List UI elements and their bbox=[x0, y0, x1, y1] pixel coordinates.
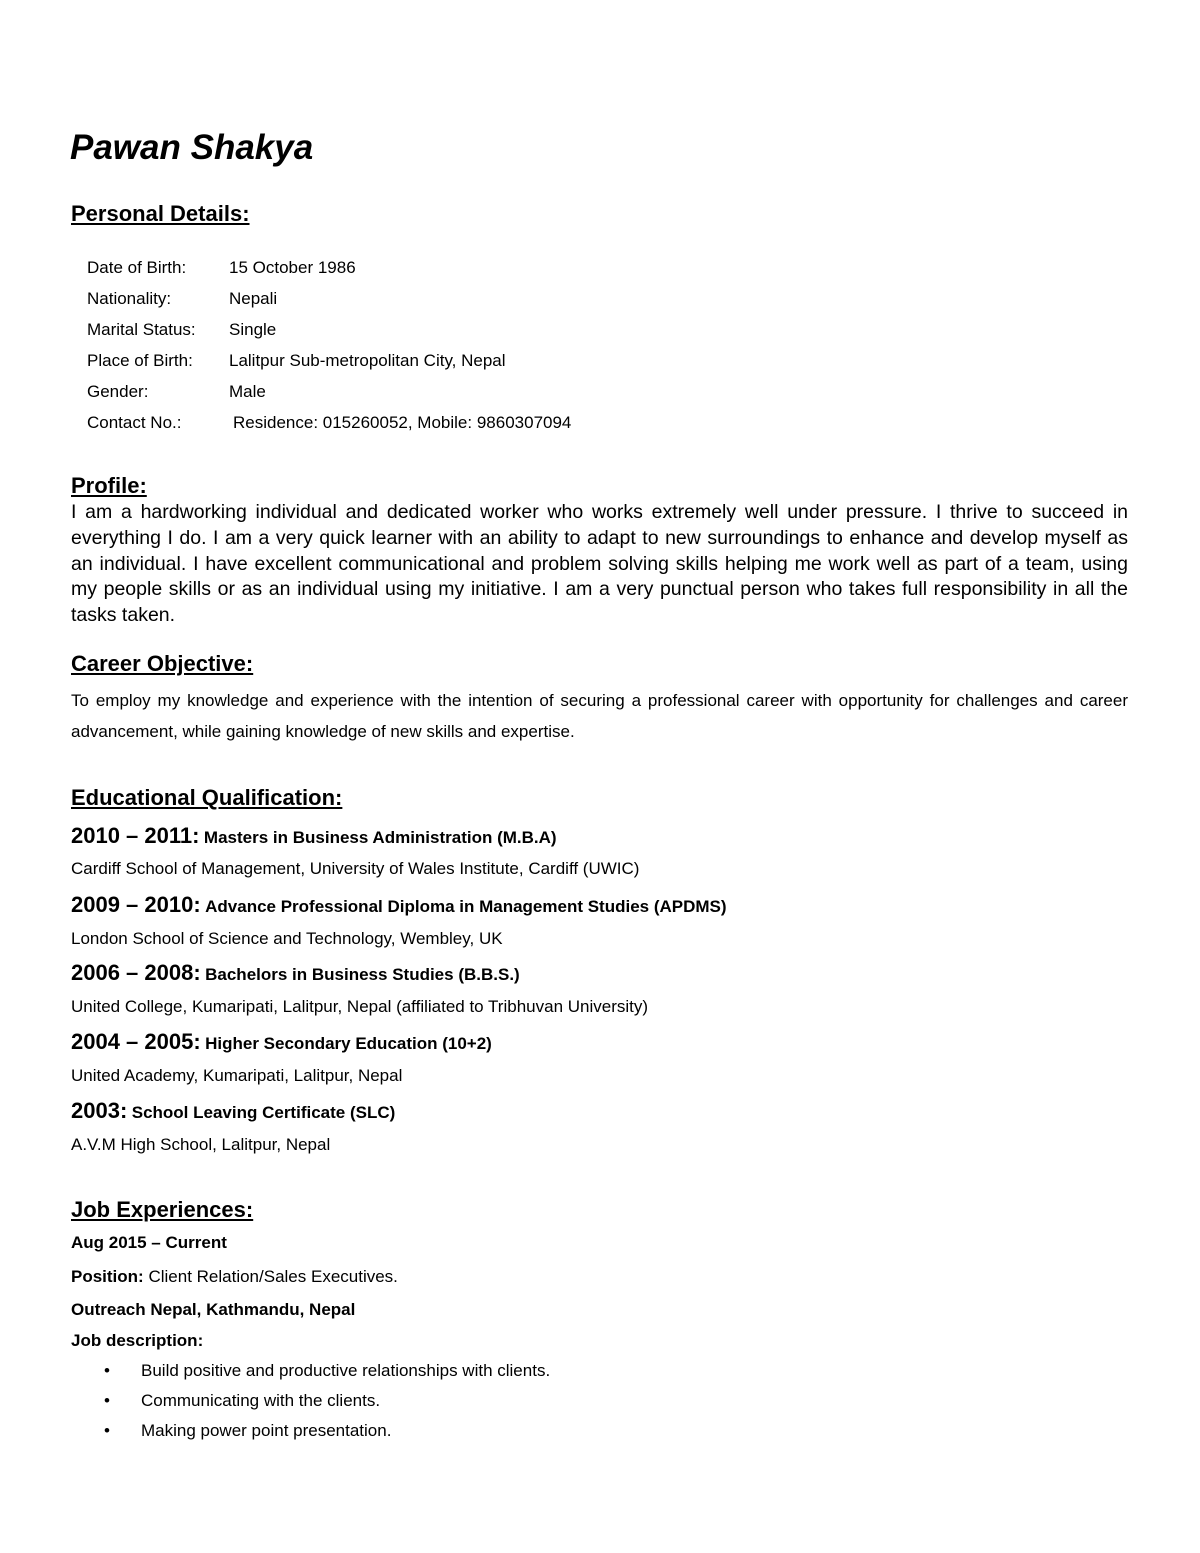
education-degree: Bachelors in Business Studies (B.B.S.) bbox=[205, 965, 520, 984]
candidate-name: Pawan Shakya bbox=[70, 128, 314, 167]
job-company: Outreach Nepal, Kathmandu, Nepal bbox=[71, 1300, 356, 1319]
nationality-value: Nepali bbox=[229, 289, 278, 308]
education-years: 2009 – 2010: bbox=[71, 892, 201, 917]
education-years: 2010 – 2011: bbox=[71, 823, 200, 848]
education-heading: Educational Qualification: bbox=[71, 785, 343, 810]
marital-status-value: Single bbox=[229, 320, 277, 339]
job-description-label: Job description: bbox=[71, 1331, 204, 1350]
education-degree: Higher Secondary Education (10+2) bbox=[205, 1034, 492, 1053]
education-institution: Cardiff School of Management, University of Wales Institute, Cardiff (UWIC) bbox=[71, 859, 640, 878]
marital-status-label: Marital Status: bbox=[87, 320, 196, 339]
career-objective-heading: Career Objective: bbox=[71, 651, 254, 676]
profile-text: I am a hardworking individual and dedicated worker who works extremely well under pressure. I thrive to succeed in everything I do. I am a very quick learner with an ability to adapt to new surroundings to enhance and develop myself as an individual. I have excellent communicational and problem solving skills helping me work well as part of a team, using my people skills or as an individual using my initiative. I am a very punctual person who takes full responsibility in all the tasks taken. bbox=[71, 501, 1128, 627]
job-duty-item: Communicating with the clients. bbox=[141, 1391, 381, 1410]
job-experiences-heading: Job Experiences: bbox=[71, 1197, 254, 1222]
gender-label: Gender: bbox=[87, 382, 149, 401]
dob-value: 15 October 1986 bbox=[229, 258, 356, 277]
education-institution: United College, Kumaripati, Lalitpur, Nepal (affiliated to Tribhuvan University) bbox=[71, 997, 649, 1016]
education-years: 2003: bbox=[71, 1098, 128, 1123]
education-institution: United Academy, Kumaripati, Lalitpur, Nepal bbox=[71, 1066, 403, 1085]
gender-value: Male bbox=[229, 382, 266, 401]
education-entry-slc bbox=[71, 1098, 395, 1124]
education-entry-bbs bbox=[71, 960, 520, 986]
contact-label: Contact No.: bbox=[87, 413, 182, 432]
education-entry-higher-secondary bbox=[71, 1029, 492, 1055]
education-years: 2004 – 2005: bbox=[71, 1029, 201, 1054]
job-position bbox=[71, 1267, 398, 1287]
contact-value: Residence: 015260052, Mobile: 9860307094 bbox=[233, 413, 572, 432]
dob-label: Date of Birth: bbox=[87, 258, 187, 277]
bullet-icon: • bbox=[104, 1421, 110, 1440]
job-position-value: Client Relation/Sales Executives. bbox=[148, 1267, 398, 1286]
education-entry-mba bbox=[71, 823, 557, 849]
place-of-birth-value: Lalitpur Sub-metropolitan City, Nepal bbox=[229, 351, 506, 370]
job-period: Aug 2015 – Current bbox=[71, 1233, 227, 1252]
education-institution: A.V.M High School, Lalitpur, Nepal bbox=[71, 1135, 331, 1154]
education-entry-apdms bbox=[71, 892, 727, 918]
education-degree: Masters in Business Administration (M.B.A) bbox=[203, 828, 557, 847]
education-years: 2006 – 2008: bbox=[71, 960, 201, 985]
bullet-icon: • bbox=[104, 1361, 110, 1380]
job-position-label: Position: bbox=[71, 1267, 144, 1286]
profile-heading: Profile: bbox=[71, 473, 147, 498]
personal-details-heading: Personal Details: bbox=[71, 201, 250, 226]
bullet-icon: • bbox=[104, 1391, 110, 1410]
nationality-label: Nationality: bbox=[87, 289, 172, 308]
education-degree: School Leaving Certificate (SLC) bbox=[131, 1103, 396, 1122]
education-degree: Advance Professional Diploma in Management Studies (APDMS) bbox=[205, 897, 727, 916]
job-duty-item: Build positive and productive relationships with clients. bbox=[141, 1361, 551, 1380]
education-institution: London School of Science and Technology, Wembley, UK bbox=[71, 929, 503, 948]
career-objective-text: To employ my knowledge and experience with the intention of securing a professional career with opportunity for challenges and career advancement, while gaining knowledge of new skills and expertise. bbox=[71, 691, 1128, 741]
place-of-birth-label: Place of Birth: bbox=[87, 351, 193, 370]
job-duty-item: Making power point presentation. bbox=[141, 1421, 392, 1440]
